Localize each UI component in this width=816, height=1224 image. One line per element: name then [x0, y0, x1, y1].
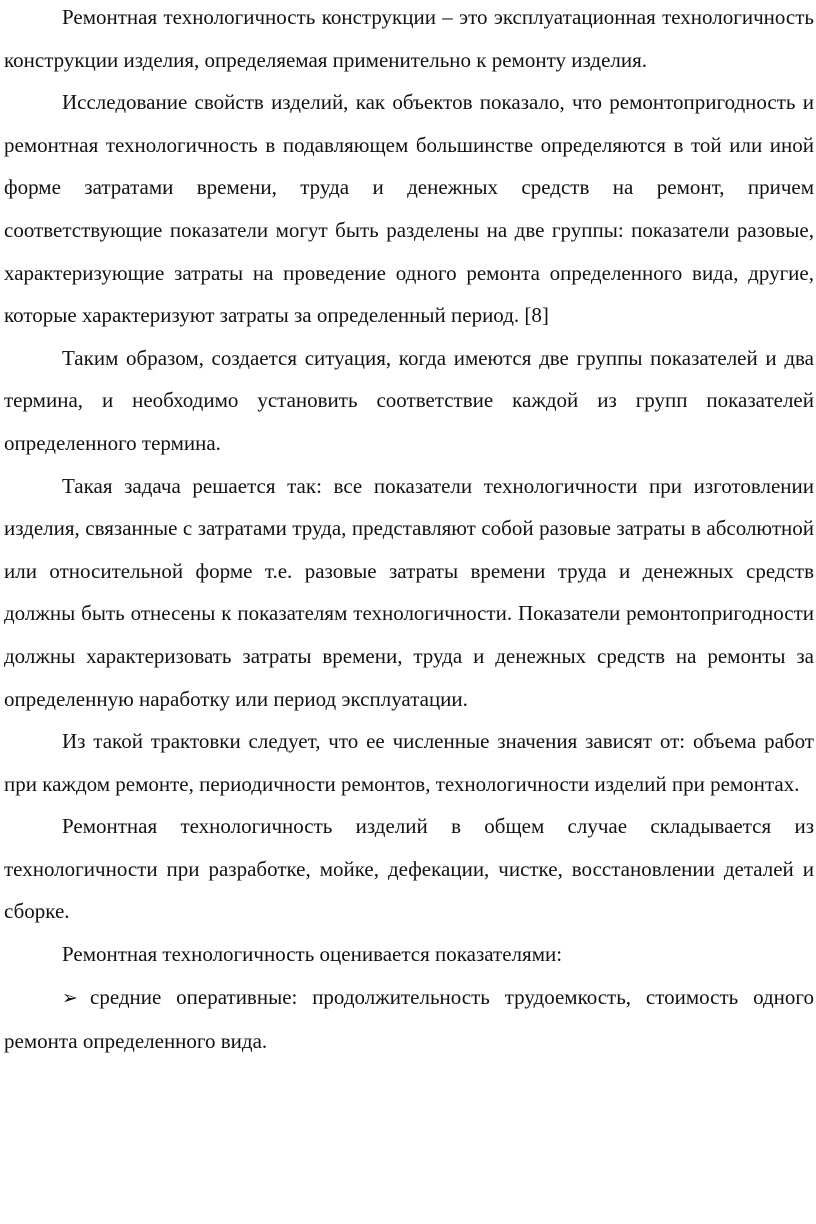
paragraph-6: Ремонтная технологичность изделий в общем случае складывается из технологичности при разработке, мойке, дефекации, чистке, восстановлении деталей и сборке.: [4, 814, 814, 924]
paragraph-2: Исследование свойств изделий, как объектов показало, что ремонтопригодность и ремонтная технологичность в подавляющем большинстве определяются в той или иной форме затратами времени, труда и денежных средств на ремонт, причем соответствующие показатели могут быть разделены на две группы: показатели разовые, характеризующие затраты на проведение одного ремонта определенного вида, другие, которые характеризуют затраты за определенный период. [8]: [4, 90, 814, 328]
bullet-item: [4, 976, 814, 1063]
document-body: [4, 0, 814, 1063]
bullet-text: средние оперативные: продолжительность трудоемкость, стоимость одного ремонта определенного вида.: [4, 984, 814, 1054]
arrow-bullet-icon: ➢: [62, 987, 78, 1009]
paragraph-7: Ремонтная технологичность оценивается показателями:: [62, 942, 563, 967]
paragraph-1: Ремонтная технологичность конструкции – это эксплуатационная технологичность конструкции изделия, определяемая применительно к ремонту изделия.: [4, 5, 814, 72]
paragraph-4: Такая задача решается так: все показатели технологичности при изготовлении изделия, связанные с затратами труда, представляют собой разовые затраты в абсолютной или относительной форме т.е. разовые затраты времени труда и денежных средств должны быть отнесены к показателям технологичности. Показатели ремонтопригодности должны характеризовать затраты времени, труда и денежных средств на ремонты за определенную наработку или период эксплуатации.: [4, 473, 814, 711]
paragraph-3: Таким образом, создается ситуация, когда имеются две группы показателей и два термина, и необходимо установить соответствие каждой из групп показателей определенного термина.: [4, 345, 814, 455]
paragraph-5: Из такой трактовки следует, что ее численные значения зависят от: объема работ при каждом ремонте, периодичности ремонтов, технологичности изделий при ремонтах.: [4, 729, 814, 796]
